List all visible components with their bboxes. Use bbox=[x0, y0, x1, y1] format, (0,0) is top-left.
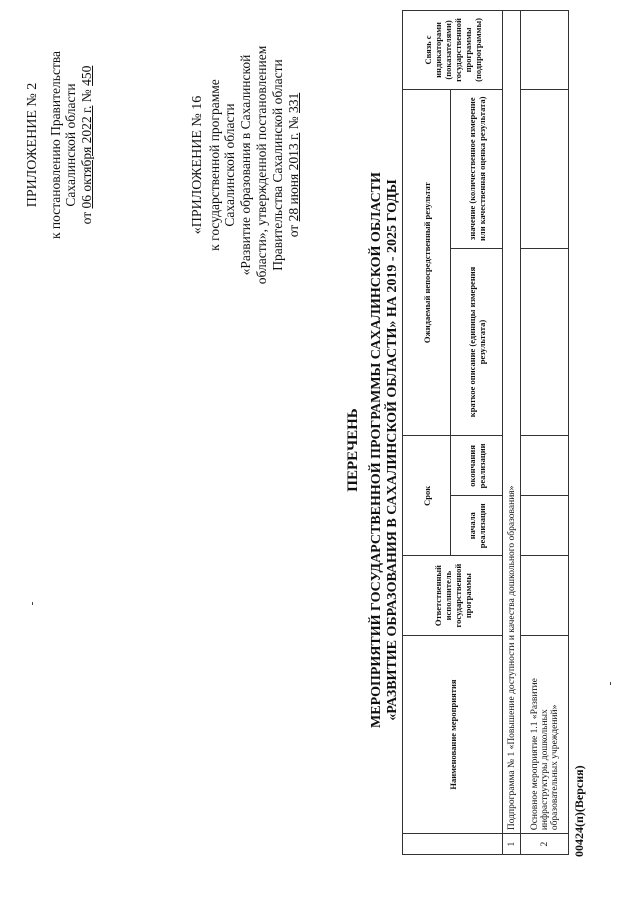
heading-line-2: «РАЗВИТИЕ ОБРАЗОВАНИЯ В САХАЛИНСКОЙ ОБЛАСТИ» НА 2019 - 2025 ГОДЫ bbox=[385, 179, 401, 721]
annex-2-title: ПРИЛОЖЕНИЕ № 2 bbox=[25, 82, 40, 208]
activities-table bbox=[402, 10, 569, 855]
annex-16-line-5: Правительства Сахалинской области bbox=[270, 59, 286, 271]
empty-cell bbox=[521, 11, 569, 90]
header-activity-name: Наименование мероприятия bbox=[403, 636, 503, 834]
annex-16-line-3: «Развитие образования в Сахалинской bbox=[238, 54, 254, 276]
header-value: значение (количественное измерение или качественная оценка результата) bbox=[451, 89, 503, 248]
annex-16-number: 331 bbox=[286, 92, 302, 113]
annex-2-block bbox=[25, 5, 95, 285]
header-link: Связь с индикаторами (показателями) государственной программы (подпрограммы) bbox=[403, 11, 503, 90]
annex-2-date-line: от 06 октября 2022 г. № 450 bbox=[79, 65, 95, 225]
annex-16-block bbox=[190, 15, 302, 315]
header-end: окончания реализации bbox=[451, 436, 503, 496]
row-number: 1 bbox=[503, 834, 521, 855]
annex-16-line-2: Сахалинской области bbox=[222, 103, 238, 227]
annex-2-date: 06 октября 2022 г. bbox=[79, 105, 95, 209]
version-footer: 00424(п)(Версия) bbox=[572, 765, 586, 857]
header-responsible: Ответственный исполнитель государственной программы bbox=[403, 556, 503, 636]
annex-2-line-1: к постановлению Правительства bbox=[47, 50, 63, 240]
document-heading bbox=[345, 75, 402, 825]
header-description: краткое описание (единицы измерения результата) bbox=[451, 248, 503, 436]
empty-cell bbox=[521, 89, 569, 248]
heading-title: ПЕРЕЧЕНЬ bbox=[345, 408, 361, 492]
annex-16-date: 28 июня 2013 г. bbox=[286, 132, 302, 222]
annex-2-number: 450 bbox=[79, 65, 95, 86]
annex-16-line-4: области», утвержденной постановлением bbox=[254, 45, 270, 285]
table-row bbox=[503, 11, 521, 855]
heading-line-1: МЕРОПРИЯТИЙ ГОСУДАРСТВЕННОЙ ПРОГРАММЫ САХАЛИНСКОЙ ОБЛАСТИ bbox=[368, 172, 384, 728]
annex-16-title: «ПРИЛОЖЕНИЕ № 16 bbox=[190, 95, 205, 235]
header-num bbox=[403, 834, 503, 855]
annex-16-date-line: от 28 июня 2013 г. № 331 bbox=[286, 92, 302, 238]
empty-cell bbox=[521, 436, 569, 496]
header-result: Ожидаемый непосредственный результат bbox=[403, 89, 451, 436]
empty-cell bbox=[521, 556, 569, 636]
header-term: Срок bbox=[403, 436, 451, 556]
annex-2-line-2: Сахалинской области bbox=[63, 83, 79, 207]
annex-16-line-1: к государственной программе bbox=[206, 79, 222, 251]
scan-mark bbox=[610, 682, 611, 685]
subprogram-cell: Подпрограмма № 1 «Повышение доступности и качества дошкольного образования» bbox=[503, 11, 521, 834]
activity-cell: Основное мероприятие 1.1 «Развитие инфраструктуры дошкольных образовательных учреждений» bbox=[521, 636, 569, 834]
scan-mark bbox=[32, 602, 33, 605]
row-number: 2 bbox=[521, 834, 569, 855]
table-row bbox=[521, 11, 569, 855]
empty-cell bbox=[521, 248, 569, 436]
header-start: начала реализации bbox=[451, 496, 503, 556]
empty-cell bbox=[521, 496, 569, 556]
